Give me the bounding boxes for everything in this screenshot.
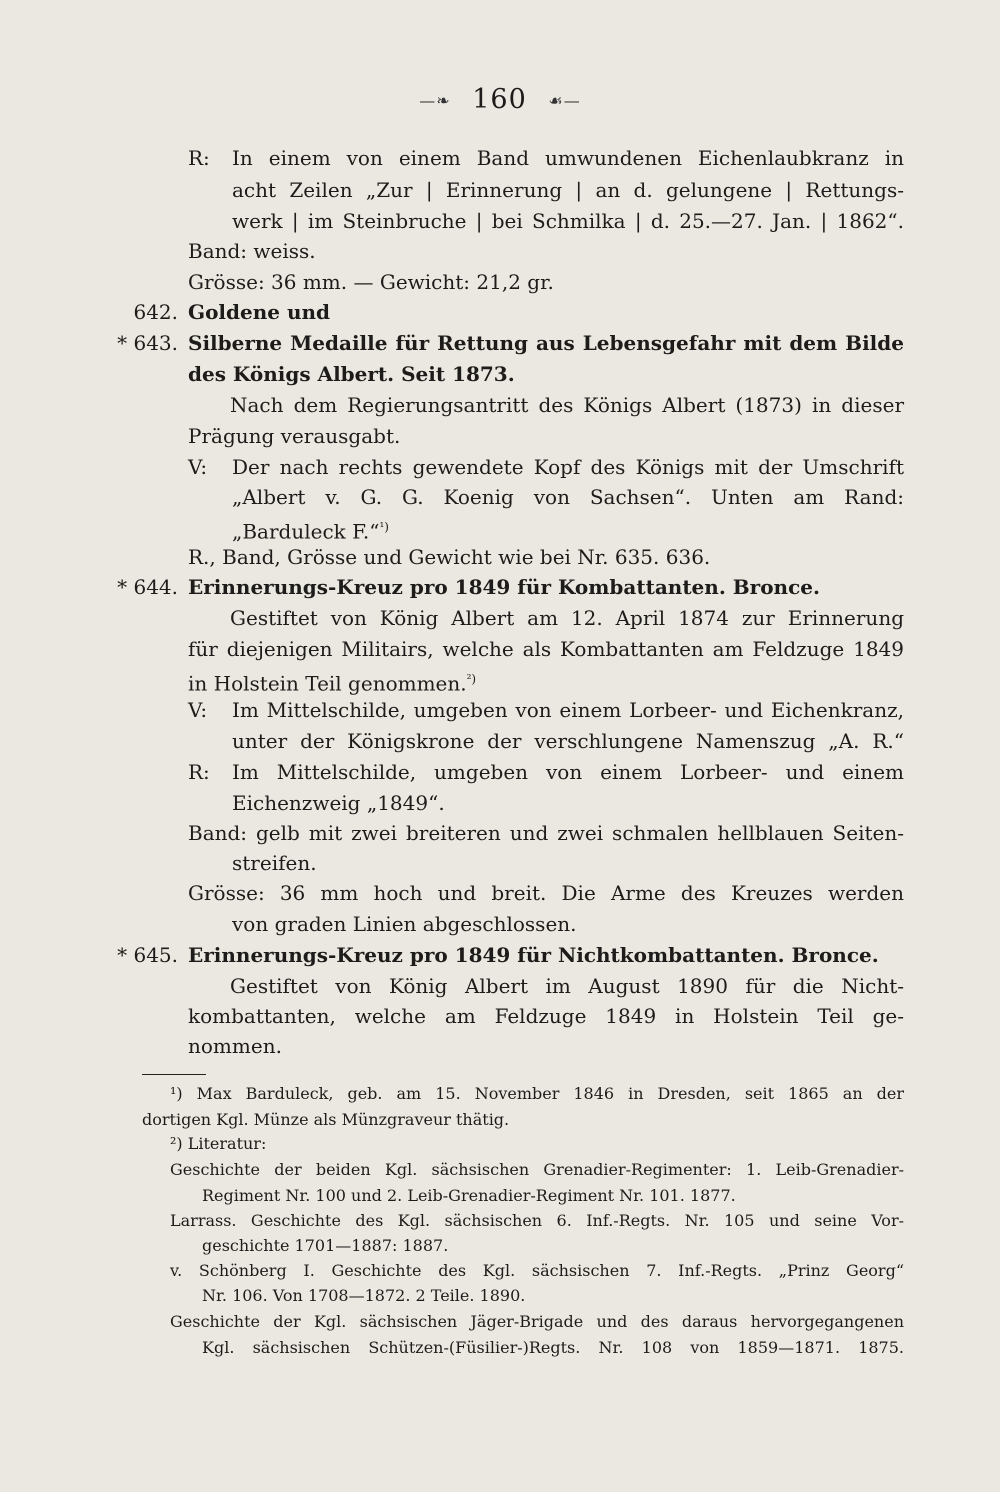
entry-644-size-line-2: von graden Linien abgeschlossen. xyxy=(232,912,577,936)
entry-643-para-line-2: Prägung verausgabt. xyxy=(188,424,401,448)
obverse-label-643: V: xyxy=(188,455,208,479)
size-weight-text: Grösse: 36 mm. — Gewicht: 21,2 gr. xyxy=(188,270,554,294)
band-text: Band: weiss. xyxy=(188,239,316,263)
entry-title-644: Erinnerungs-Kreuz pro 1849 für Kombattanten. Bronce. xyxy=(188,575,820,599)
reverse-label: R: xyxy=(188,146,210,170)
literature-1-line-2: Regiment Nr. 100 und 2. Leib-Grenadier-Regiment Nr. 101. 1877. xyxy=(202,1186,736,1205)
literature-4-line-1: Geschichte der Kgl. sächsischen Jäger-Brigade und des daraus hervorgegangenen xyxy=(170,1312,904,1331)
footnote-1-line-2: dortigen Kgl. Münze als Münzgraveur thätig. xyxy=(142,1110,510,1129)
entry-644-obverse-line-2: unter der Königskrone der verschlungene Namenszug „A. R.“ xyxy=(232,729,904,753)
literature-3-line-2: Nr. 106. Von 1708—1872. 2 Teile. 1890. xyxy=(202,1286,526,1305)
literature-3-line-1: v. Schönberg I. Geschichte des Kgl. sächsischen 7. Inf.-Regts. „Prinz Georg“ xyxy=(170,1261,904,1280)
entry-number-644: * 644. xyxy=(117,575,178,599)
literature-4-line-2: Kgl. sächsischen Schützen-(Füsilier-)Regts. Nr. 108 von 1859—1871. 1875. xyxy=(202,1338,904,1357)
literature-2-line-1: Larrass. Geschichte des Kgl. sächsischen 6. Inf.-Regts. Nr. 105 und seine Vor- xyxy=(170,1211,904,1230)
entry-645-para-line-1: Gestiftet von König Albert im August 1890 für die Nicht- xyxy=(230,974,904,998)
entry-title-643-line-2: des Königs Albert. Seit 1873. xyxy=(188,362,515,386)
entry-644-para-line-2: für diejenigen Militairs, welche als Kombattanten am Feldzuge 1849 xyxy=(188,637,904,661)
entry-644-size-line-1: Grösse: 36 mm hoch und breit. Die Arme des Kreuzes werden xyxy=(188,881,904,905)
entry-643-para-line-1: Nach dem Regierungsantritt des Königs Albert (1873) in dieser xyxy=(230,393,904,417)
footnote-divider xyxy=(142,1074,206,1075)
reverse-line-2: acht Zeilen „Zur | Erinnerung | an d. gelungene | Rettungs- xyxy=(232,178,904,202)
entry-644-para-line-1: Gestiftet von König Albert am 12. April 1874 zur Erinnerung xyxy=(230,606,904,630)
footnote-ref-1: ¹) xyxy=(379,520,389,534)
page-number: 160 xyxy=(472,84,527,115)
entry-644-reverse-line-2: Eichenzweig „1849“. xyxy=(232,791,445,815)
literature-2-line-2: geschichte 1701—1887: 1887. xyxy=(202,1236,449,1255)
entry-title-643-line-1: Silberne Medaille für Rettung aus Lebensgefahr mit dem Bilde xyxy=(188,331,904,355)
entry-644-obverse-line-1: Im Mittelschilde, umgeben von einem Lorbeer- und Eichenkranz, xyxy=(232,698,904,722)
right-ornament-icon: ☙— xyxy=(548,91,581,110)
literature-1-line-1: Geschichte der beiden Kgl. sächsischen Grenadier-Regimenter: 1. Leib-Grenadier- xyxy=(170,1160,904,1179)
footnote-1-line-1: ¹) Max Barduleck, geb. am 15. November 1846 in Dresden, seit 1865 an der xyxy=(170,1084,904,1103)
entry-number-642: 642. xyxy=(133,300,178,324)
entry-644-band-line-2: streifen. xyxy=(232,851,317,875)
entry-643-obverse-line-2: „Albert v. G. G. Koenig von Sachsen“. Unten am Rand: xyxy=(232,485,904,509)
entry-644-para-line-3: in Holstein Teil genommen.$^{^2)}$ xyxy=(188,671,477,696)
obverse-label-644: V: xyxy=(188,698,208,722)
entry-number-645: * 645. xyxy=(117,943,178,967)
reverse-line-1: In einem von einem Band umwundenen Eichenlaubkranz in xyxy=(232,146,904,170)
entry-number-643: * 643. xyxy=(117,331,178,355)
left-ornament-icon: —❧ xyxy=(419,91,451,110)
entry-645-para-line-2: kombattanten, welche am Feldzuge 1849 in Holstein Teil ge- xyxy=(188,1004,904,1028)
reverse-label-644: R: xyxy=(188,760,210,784)
entry-644-band-line-1: Band: gelb mit zwei breiteren und zwei schmalen hellblauen Seiten- xyxy=(188,821,904,845)
entry-643-obverse-line-1: Der nach rechts gewendete Kopf des Königs mit der Umschrift xyxy=(232,455,904,479)
footnote-ref-2: ²) xyxy=(466,672,477,686)
entry-title-642: Goldene und xyxy=(188,300,331,324)
entry-title-645: Erinnerungs-Kreuz pro 1849 für Nichtkombattanten. Bronce. xyxy=(188,943,879,967)
entry-644-reverse-line-1: Im Mittelschilde, umgeben von einem Lorbeer- und einem xyxy=(232,760,904,784)
footnote-2-heading: ²) Literatur: xyxy=(170,1134,267,1153)
reverse-line-3: werk | im Steinbruche | bei Schmilka | d. 25.—27. Jan. | 1862“. xyxy=(232,209,904,233)
page-header xyxy=(0,84,1000,115)
entry-643-obverse-line-3: „Barduleck F.“$^{^1)}$ xyxy=(232,519,389,544)
entry-645-para-line-3: nommen. xyxy=(188,1034,282,1058)
entry-643-reverse-text: R., Band, Grösse und Gewicht wie bei Nr. 635. 636. xyxy=(188,545,711,569)
